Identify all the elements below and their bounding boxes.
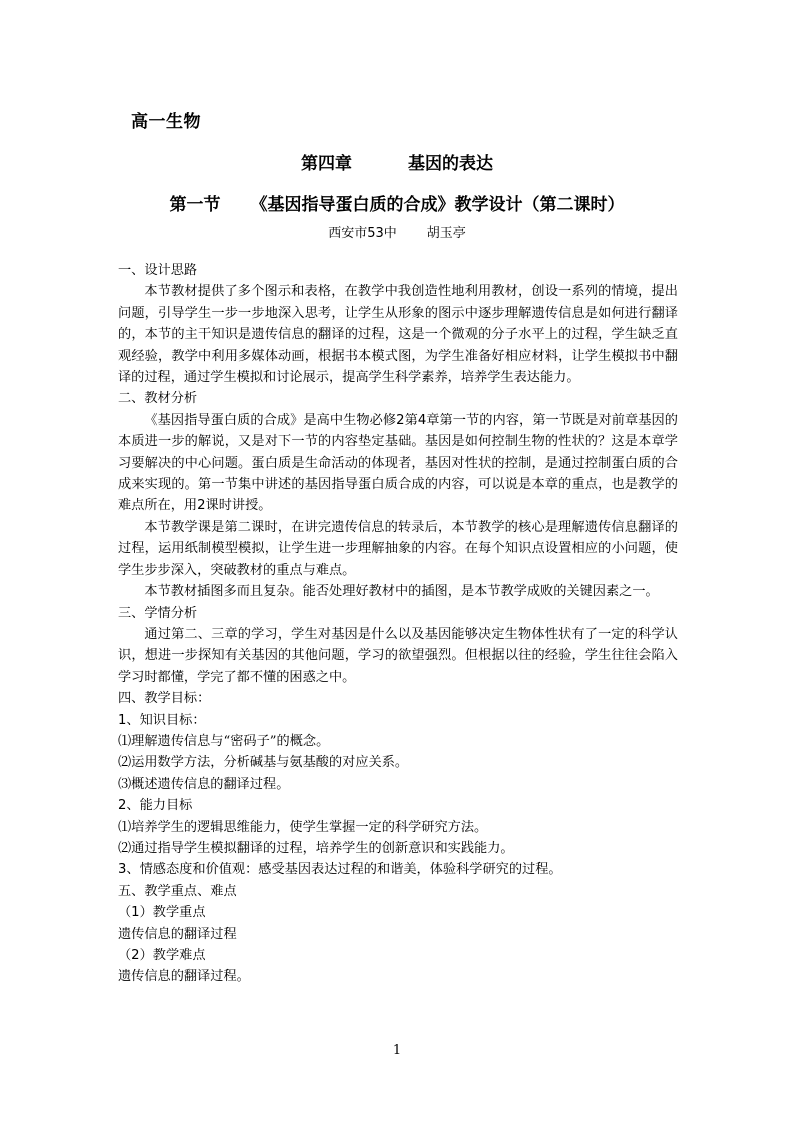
paragraph-student-analysis: 通过第二、三章的学习，学生对基因是什么以及基因能够决定生物体性状有了一定的科学认识，想进一步探知有关基因的其他问题，学习的欲望强烈。但根据以往的经验，学生往往会陷入学习时都懂，学完了都不懂的困惑之中。: [118, 626, 678, 685]
paragraph-design-idea: 本节教材提供了多个图示和表格，在教学中我创造性地利用教材，创设一系列的情境，提出问题，引导学生一步一步地深入思考，让学生从形象的图示中逐步理解遗传信息是如何进行翻译的，本节的主干知识是遗传信息的翻译的过程，这是一个微观的分子水平上的过程，学生缺乏直观经验，教学中利用多媒体动画，根据书本模式图，为学生准备好相应材料，让学生模拟书中翻译的过程，通过学生模拟和讨论展示，提高学生科学素养，培养学生表达能力。: [118, 284, 678, 386]
school-name: 西安市53中: [328, 226, 397, 241]
ability-goal-2: ⑵通过指导学生模拟翻译的过程，培养学生的创新意识和实践能力。: [118, 840, 514, 856]
heading-teaching-focus: （1）教学重点: [118, 905, 206, 921]
knowledge-goal-1: ⑴理解遗传信息与“密码子”的概念。: [118, 733, 330, 749]
heading-teaching-difficulty: （2）教学难点: [118, 948, 206, 963]
section-heading: [0, 190, 794, 215]
author-line: [0, 222, 794, 241]
heading-knowledge-goals: 1、知识目标：: [118, 712, 206, 728]
heading-design-idea: 一、设计思路: [118, 263, 198, 278]
author-name: 胡玉亭: [426, 226, 466, 241]
knowledge-goal-3: ⑶概述遗传信息的翻译过程。: [118, 776, 290, 792]
knowledge-goal-2: ⑵运用数学方法，分析碱基与氨基酸的对应关系。: [118, 755, 409, 771]
document-body: [118, 260, 678, 988]
paragraph-material-analysis-1: 《基因指导蛋白质的合成》是高中生物必修2第4章第一节的内容，第一节既是对前章基因的本质进一步的解说，又是对下一节的内容垫定基础。基因是如何控制生物的性状的？这是本章学习要解决的中心问题。蛋白质是生命活动的体现者，基因对性状的控制，是通过控制蛋白质的合成来实现的。第一节集中讲述的基因指导蛋白质合成的内容，可以说是本章的重点，也是教学的难点所在，用2课时讲授。: [118, 412, 678, 514]
page-number: 1: [392, 1043, 402, 1058]
teaching-difficulty: 遗传信息的翻译过程。: [118, 969, 250, 985]
paragraph-material-analysis-2: 本节教学课是第二课时，在讲完遗传信息的转录后，本节教学的核心是理解遗传信息翻译的过程，运用纸制模型模拟，让学生进一步理解抽象的内容。在每个知识点设置相应的小问题，使学生步步深入，突破教材的重点与难点。: [118, 519, 678, 578]
heading-material-analysis: 二、教材分析: [118, 391, 198, 407]
section-title: 《基因指导蛋白质的合成》教学设计（第二课时）: [250, 195, 625, 215]
teaching-focus: 遗传信息的翻译过程: [118, 926, 237, 942]
emotion-goals: 3、情感态度和价值观：感受基因表达过程的和谐美，体验科学研究的过程。: [118, 862, 562, 878]
ability-goal-1: ⑴培养学生的逻辑思维能力，使学生掌握一定的科学研究方法。: [118, 819, 488, 835]
heading-student-analysis: 三、学情分析: [118, 605, 198, 621]
chapter-number: 第四章: [301, 154, 352, 174]
chapter-title: 基因的表达: [408, 154, 493, 174]
section-number: 第一节: [169, 195, 221, 215]
heading-teaching-goals: 四、教学目标：: [118, 691, 211, 707]
paragraph-material-analysis-3: 本节教材插图多而且复杂。能否处理好教材中的插图，是本节教学成败的关键因素之一。: [144, 584, 659, 600]
subject-label: 高一生物: [131, 112, 201, 132]
chapter-heading: [0, 149, 794, 174]
heading-key-points: 五、教学重点、难点: [118, 883, 237, 899]
heading-ability-goals: 2、能力目标: [118, 798, 193, 814]
